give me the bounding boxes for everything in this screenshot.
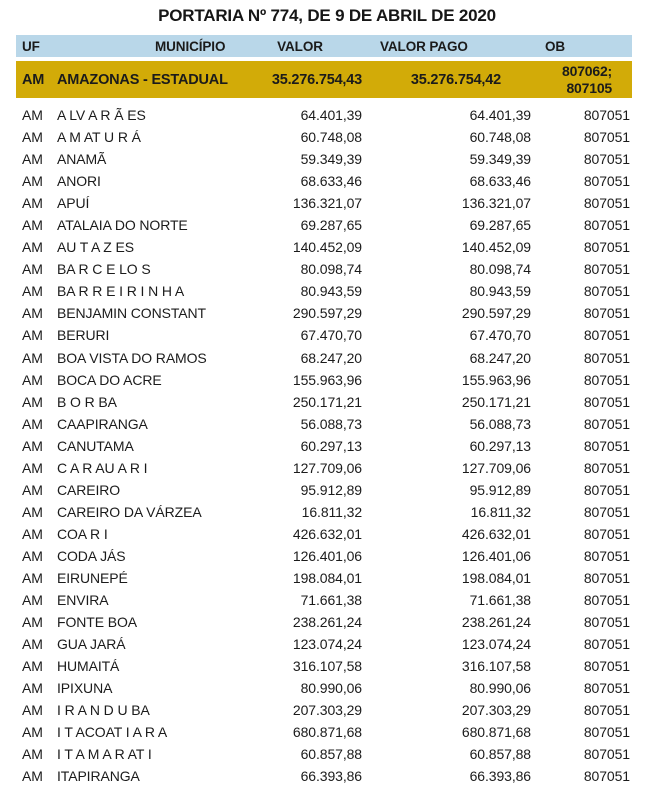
valor-pago-cell: 16.811,32 bbox=[470, 503, 531, 520]
table-row bbox=[16, 391, 632, 413]
valor-cell: 127.709,06 bbox=[292, 459, 362, 476]
valor-cell: 56.088,73 bbox=[300, 415, 362, 432]
municipio-cell: BA R R E I R I N H A bbox=[57, 283, 185, 300]
table-row bbox=[16, 148, 632, 170]
ob-cell: 807051 bbox=[583, 658, 630, 675]
uf-cell: AM bbox=[22, 349, 43, 366]
municipio-cell: ATALAIA DO NORTE bbox=[57, 217, 188, 234]
table-row bbox=[16, 126, 632, 148]
ob-cell: 807051 bbox=[583, 437, 630, 454]
table-header-row bbox=[16, 35, 632, 57]
table-row bbox=[16, 347, 632, 369]
header-valor: VALOR bbox=[277, 38, 323, 54]
municipio-cell: A LV A R Ã ES bbox=[57, 107, 146, 124]
valor-pago-cell: 127.709,06 bbox=[461, 459, 531, 476]
uf-cell: AM bbox=[22, 437, 43, 454]
table-row bbox=[16, 280, 632, 302]
valor-pago-cell: 60.297,13 bbox=[469, 437, 531, 454]
uf-cell: AM bbox=[22, 503, 43, 520]
uf-cell: AM bbox=[22, 570, 43, 586]
valor-cell: 80.943,59 bbox=[300, 283, 362, 300]
table-row bbox=[16, 258, 632, 280]
ob-cell: 807051 bbox=[583, 371, 630, 388]
uf-cell: AM bbox=[22, 614, 43, 631]
municipio-cell: I T A M A R AT I bbox=[57, 746, 152, 763]
uf-cell: AM bbox=[22, 151, 43, 168]
ob-cell: 807051 bbox=[583, 173, 630, 190]
municipio-cell: B O R BA bbox=[57, 393, 117, 410]
valor-pago-cell: 136.321,07 bbox=[461, 195, 531, 212]
valor-cell: 95.912,89 bbox=[300, 481, 362, 498]
uf-cell: AM bbox=[22, 481, 43, 498]
valor-cell: 136.321,07 bbox=[292, 195, 362, 212]
table-row bbox=[16, 192, 632, 214]
municipio-cell: ITAPIRANGA bbox=[57, 768, 140, 785]
table-row bbox=[16, 589, 632, 611]
ob-cell: 807051 bbox=[583, 724, 630, 741]
valor-pago-cell: 64.401,39 bbox=[469, 107, 531, 124]
ob-cell: 807051 bbox=[583, 349, 630, 366]
ob-cell: 807051 bbox=[583, 614, 630, 631]
uf-cell: AM bbox=[22, 305, 43, 322]
municipio-cell: FONTE BOA bbox=[57, 614, 137, 631]
valor-cell: 71.661,38 bbox=[300, 592, 362, 609]
uf-cell: AM bbox=[22, 283, 43, 300]
uf-cell: AM bbox=[22, 746, 43, 763]
table-row bbox=[16, 214, 632, 236]
valor-cell: 155.963,96 bbox=[292, 371, 362, 388]
table-row bbox=[16, 655, 632, 677]
uf-cell: AM bbox=[22, 327, 43, 344]
ob-cell: 807051 bbox=[583, 305, 630, 322]
valor-cell: 207.303,29 bbox=[292, 702, 362, 719]
ob-cell: 807051 bbox=[583, 547, 630, 564]
uf-cell: AM bbox=[22, 173, 43, 190]
ob-cell: 807051 bbox=[583, 107, 630, 124]
valor-pago-cell: 68.633,46 bbox=[469, 173, 531, 190]
header-ob: OB bbox=[545, 38, 566, 54]
ob-cell: 807051 bbox=[583, 151, 630, 168]
valor-pago-cell: 67.470,70 bbox=[469, 327, 531, 344]
uf-cell: AM bbox=[22, 195, 43, 212]
municipio-cell: CANUTAMA bbox=[57, 437, 134, 454]
valor-cell: 80.098,74 bbox=[300, 261, 362, 278]
valor-pago-cell: 80.943,59 bbox=[469, 283, 531, 300]
uf-cell: AM bbox=[22, 547, 43, 564]
uf-cell: AM bbox=[22, 680, 43, 697]
uf-cell: AM bbox=[22, 71, 45, 88]
highlight-row-amazonas-estadual bbox=[16, 61, 632, 98]
ob-cell: 807051 bbox=[583, 195, 630, 212]
table-row bbox=[16, 545, 632, 567]
valor-pago-cell: 80.990,06 bbox=[469, 680, 531, 697]
uf-cell: AM bbox=[22, 525, 43, 542]
payments-table bbox=[16, 35, 632, 787]
table-body bbox=[16, 104, 632, 787]
ob-cell: 807051 bbox=[583, 415, 630, 432]
municipio-cell: C A R AU A R I bbox=[57, 459, 148, 476]
valor-pago-cell: 426.632,01 bbox=[461, 525, 531, 542]
valor-cell: 198.084,01 bbox=[292, 570, 362, 586]
header-uf: UF bbox=[22, 38, 40, 54]
municipio-cell: CODA JÁS bbox=[57, 547, 126, 564]
document-title: PORTARIA Nº 774, DE 9 DE ABRIL DE 2020 bbox=[158, 6, 496, 25]
valor-pago-cell: 680.871,68 bbox=[461, 724, 531, 741]
uf-cell: AM bbox=[22, 239, 43, 256]
table-row bbox=[16, 633, 632, 655]
valor-pago-cell: 60.857,88 bbox=[469, 746, 531, 763]
uf-cell: AM bbox=[22, 217, 43, 234]
valor-cell: 140.452,09 bbox=[292, 239, 362, 256]
municipio-cell: AMAZONAS - ESTADUAL bbox=[57, 71, 228, 88]
uf-cell: AM bbox=[22, 107, 43, 124]
table-row bbox=[16, 523, 632, 545]
municipio-cell: ANORI bbox=[57, 173, 101, 190]
municipio-cell: ANAMÃ bbox=[57, 151, 107, 168]
valor-pago-cell: 56.088,73 bbox=[469, 415, 531, 432]
ob-cell: 807051 bbox=[583, 327, 630, 344]
ob-cell: 807051 bbox=[583, 702, 630, 719]
municipio-cell: BOCA DO ACRE bbox=[57, 371, 162, 388]
valor-cell: 16.811,32 bbox=[301, 503, 362, 520]
valor-cell: 68.247,20 bbox=[300, 349, 362, 366]
uf-cell: AM bbox=[22, 129, 43, 146]
ob-cell: 807051 bbox=[583, 239, 630, 256]
table-row bbox=[16, 611, 632, 633]
municipio-cell: APUÍ bbox=[57, 195, 90, 212]
table-row bbox=[16, 721, 632, 743]
table-row bbox=[16, 567, 632, 589]
header-valor-pago: VALOR PAGO bbox=[380, 38, 468, 54]
ob-cell: 807051 bbox=[583, 746, 630, 763]
table-row bbox=[16, 699, 632, 721]
valor-pago-cell: 123.074,24 bbox=[461, 636, 531, 653]
municipio-cell: CAREIRO DA VÁRZEA bbox=[57, 503, 202, 520]
valor-cell: 680.871,68 bbox=[292, 724, 362, 741]
ob-cell: 807051 bbox=[583, 636, 630, 653]
valor-pago-cell: 71.661,38 bbox=[469, 592, 531, 609]
ob-cell: 807051 bbox=[583, 680, 630, 697]
municipio-cell: I R A N D U BA bbox=[57, 702, 150, 719]
valor-cell: 290.597,29 bbox=[292, 305, 362, 322]
uf-cell: AM bbox=[22, 261, 43, 278]
municipio-cell: CAREIRO bbox=[57, 481, 121, 498]
table-row bbox=[16, 501, 632, 523]
ob-cell: 807051 bbox=[583, 481, 630, 498]
table-row bbox=[16, 743, 632, 765]
table-row bbox=[16, 369, 632, 391]
header-municipio: MUNICÍPIO bbox=[155, 38, 226, 54]
municipio-cell: HUMAITÁ bbox=[57, 658, 120, 675]
valor-pago-cell: 80.098,74 bbox=[469, 261, 531, 278]
ob-cell: 807051 bbox=[583, 261, 630, 278]
uf-cell: AM bbox=[22, 459, 43, 476]
valor-cell: 35.276.754,43 bbox=[271, 71, 362, 88]
valor-cell: 123.074,24 bbox=[292, 636, 362, 653]
valor-pago-cell: 316.107,58 bbox=[461, 658, 531, 675]
ob-cell: 807051 bbox=[583, 459, 630, 476]
valor-cell: 69.287,65 bbox=[300, 217, 362, 234]
municipio-cell: BERURI bbox=[57, 327, 110, 344]
valor-pago-cell: 140.452,09 bbox=[461, 239, 531, 256]
valor-pago-cell: 69.287,65 bbox=[469, 217, 531, 234]
valor-cell: 426.632,01 bbox=[292, 525, 362, 542]
municipio-cell: ENVIRA bbox=[57, 592, 109, 609]
uf-cell: AM bbox=[22, 768, 43, 785]
ob-line-1: 807062; bbox=[562, 62, 612, 79]
municipio-cell: BOA VISTA DO RAMOS bbox=[57, 349, 207, 366]
municipio-cell: AU T A Z ES bbox=[57, 239, 134, 256]
valor-cell: 238.261,24 bbox=[292, 614, 362, 631]
ob-cell: 807051 bbox=[583, 570, 630, 586]
table-row bbox=[16, 677, 632, 699]
uf-cell: AM bbox=[22, 393, 43, 410]
ob-cell: 807051 bbox=[583, 393, 630, 410]
table-row bbox=[16, 413, 632, 435]
valor-pago-cell: 66.393,86 bbox=[469, 768, 531, 785]
ob-cell: 807051 bbox=[583, 283, 630, 300]
table-row bbox=[16, 302, 632, 324]
valor-pago-cell: 155.963,96 bbox=[461, 371, 531, 388]
table-row bbox=[16, 170, 632, 192]
table-row bbox=[16, 104, 632, 126]
municipio-cell: I T ACOAT I A R A bbox=[57, 724, 168, 741]
valor-pago-cell: 250.171,21 bbox=[461, 393, 531, 410]
valor-cell: 66.393,86 bbox=[300, 768, 362, 785]
uf-cell: AM bbox=[22, 658, 43, 675]
table-row bbox=[16, 479, 632, 501]
municipio-cell: EIRUNEPÉ bbox=[57, 570, 128, 586]
valor-pago-cell: 238.261,24 bbox=[461, 614, 531, 631]
ob-cell bbox=[531, 63, 632, 96]
valor-pago-cell: 60.748,08 bbox=[469, 129, 531, 146]
valor-pago-cell: 198.084,01 bbox=[461, 570, 531, 586]
ob-cell: 807051 bbox=[583, 503, 630, 520]
valor-cell: 60.748,08 bbox=[300, 129, 362, 146]
valor-cell: 60.297,13 bbox=[300, 437, 362, 454]
ob-line-2: 807105 bbox=[566, 79, 612, 96]
valor-cell: 59.349,39 bbox=[300, 151, 362, 168]
municipio-cell: A M AT U R Á bbox=[57, 129, 141, 146]
uf-cell: AM bbox=[22, 371, 43, 388]
municipio-cell: COA R I bbox=[57, 525, 108, 542]
valor-pago-cell: 59.349,39 bbox=[469, 151, 531, 168]
valor-pago-cell: 207.303,29 bbox=[461, 702, 531, 719]
municipio-cell: GUA JARÁ bbox=[57, 636, 126, 653]
valor-cell: 126.401,06 bbox=[292, 547, 362, 564]
ob-cell: 807051 bbox=[583, 768, 630, 785]
uf-cell: AM bbox=[22, 636, 43, 653]
ob-cell: 807051 bbox=[583, 129, 630, 146]
ob-cell: 807051 bbox=[583, 525, 630, 542]
valor-cell: 67.470,70 bbox=[300, 327, 362, 344]
table-row bbox=[16, 324, 632, 346]
municipio-cell: BENJAMIN CONSTANT bbox=[57, 305, 206, 322]
municipio-cell: BA R C E LO S bbox=[57, 261, 151, 278]
valor-cell: 68.633,46 bbox=[300, 173, 362, 190]
valor-pago-cell: 126.401,06 bbox=[461, 547, 531, 564]
valor-pago-cell: 68.247,20 bbox=[469, 349, 531, 366]
valor-pago-cell: 35.276.754,42 bbox=[410, 71, 501, 88]
valor-cell: 64.401,39 bbox=[300, 107, 362, 124]
table-row bbox=[16, 435, 632, 457]
ob-cell: 807051 bbox=[583, 217, 630, 234]
uf-cell: AM bbox=[22, 724, 43, 741]
table-row bbox=[16, 457, 632, 479]
uf-cell: AM bbox=[22, 415, 43, 432]
valor-cell: 80.990,06 bbox=[300, 680, 362, 697]
municipio-cell: IPIXUNA bbox=[57, 680, 113, 697]
ob-cell: 807051 bbox=[583, 592, 630, 609]
uf-cell: AM bbox=[22, 592, 43, 609]
municipio-cell: CAAPIRANGA bbox=[57, 415, 148, 432]
valor-pago-cell: 95.912,89 bbox=[469, 481, 531, 498]
table-row bbox=[16, 765, 632, 787]
uf-cell: AM bbox=[22, 702, 43, 719]
valor-cell: 60.857,88 bbox=[300, 746, 362, 763]
table-row bbox=[16, 236, 632, 258]
valor-cell: 316.107,58 bbox=[292, 658, 362, 675]
valor-cell: 250.171,21 bbox=[292, 393, 362, 410]
valor-pago-cell: 290.597,29 bbox=[461, 305, 531, 322]
